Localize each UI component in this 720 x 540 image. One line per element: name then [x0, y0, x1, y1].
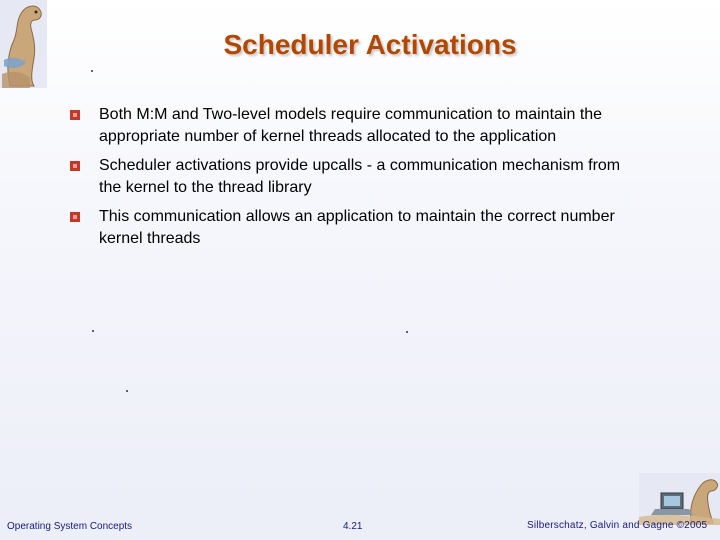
footer-page-number: 4.21 — [343, 521, 363, 532]
bullet-list — [70, 104, 630, 257]
bullet-square-icon — [70, 212, 80, 222]
speck — [92, 330, 94, 332]
bullet-square-icon — [70, 161, 80, 171]
speck — [126, 390, 128, 392]
dinosaur-logo-icon — [0, 0, 47, 88]
slide-title: Scheduler Activations — [223, 29, 517, 60]
footer-copyright: Silberschatz, Galvin and Gagne ©2005 — [527, 520, 708, 531]
footer-course: Operating System Concepts — [7, 521, 133, 532]
speck — [406, 331, 408, 333]
bullet-emphasis: upcalls — [312, 157, 363, 174]
speck — [91, 70, 93, 72]
bullet-text-post: - a communication mechanism from the kernel to the thread library — [99, 157, 621, 196]
bullet-text-pre: Scheduler activations provide — [99, 157, 313, 174]
bullet-text: Both M:M and Two-level models require communication to maintain the appropriate number of kernel threads allocated to the application — [99, 106, 603, 145]
bullet-item — [70, 206, 630, 250]
bullet-item — [70, 104, 630, 148]
bullet-text: This communication allows an application to maintain the correct number kernel threads — [99, 208, 615, 247]
dinosaur-laptop-logo-icon — [639, 473, 720, 525]
bullet-item — [70, 155, 630, 199]
bullet-square-icon — [70, 110, 80, 120]
